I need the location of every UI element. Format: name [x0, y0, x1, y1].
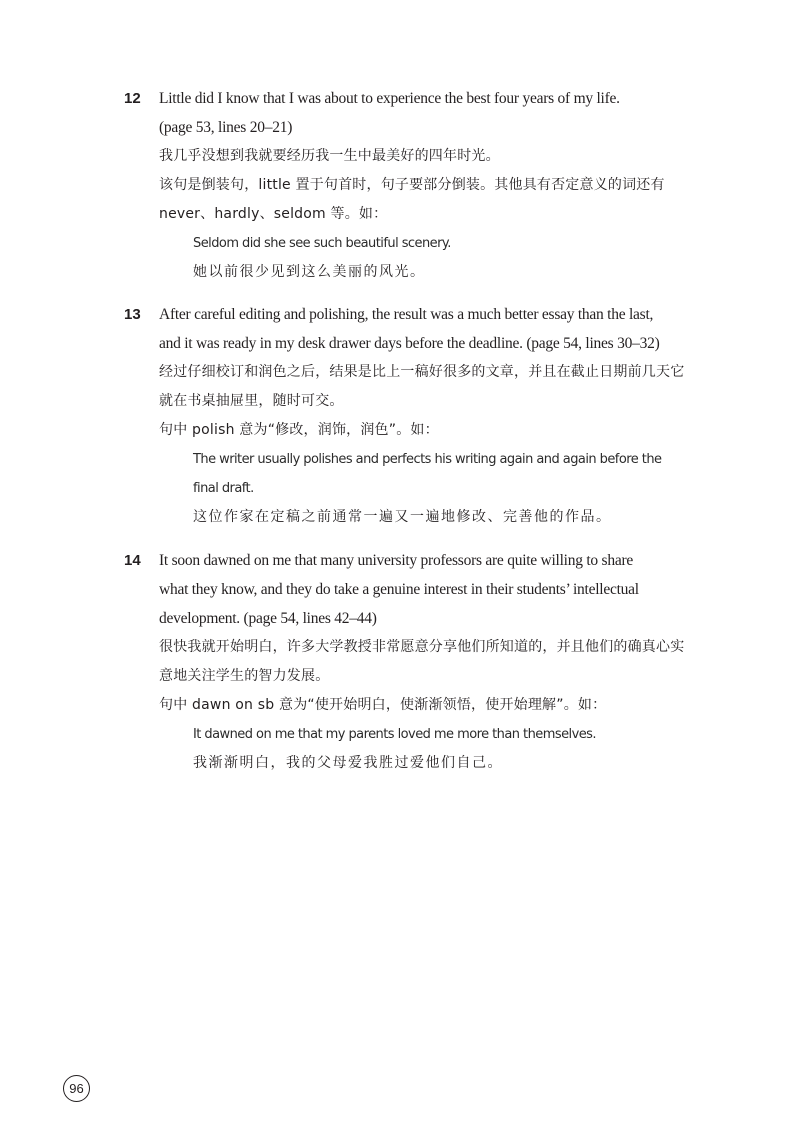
page-number: 96 [63, 1075, 90, 1102]
example-sentence: Seldom did she see such beautiful scenery. [193, 236, 451, 251]
example-translation: 我渐渐明白，我的父母爱我胜过爱他们自己。 [193, 755, 503, 771]
explanation-line: 句中 polish 意为“修改，润饰，润色”。如： [159, 422, 439, 438]
translation-line: 经过仔细校订和润色之后，结果是比上一稿好很多的文章，并且在截止日期前几天它 [159, 364, 685, 380]
translation-line: 意地关注学生的智力发展。 [159, 668, 330, 684]
quote-line: and it was ready in my desk drawer days before the deadline. (page 54, lines 30–32) [159, 335, 660, 352]
example-translation: 这位作家在定稿之前通常一遍又一遍地修改、完善他的作品。 [193, 509, 612, 525]
note-12 [124, 84, 704, 287]
translation-line: 就在书桌抽屉里，随时可交。 [159, 393, 344, 409]
translation-line: 我几乎没想到我就要经历我一生中最美好的四年时光。 [159, 148, 500, 164]
quote-line: It soon dawned on me that many university professors are quite willing to share [159, 552, 633, 569]
note-number: 14 [124, 552, 141, 569]
example-sentence: The writer usually polishes and perfects his writing again and again before the [193, 452, 662, 467]
quote-line: what they know, and they do take a genuine interest in their students’ intellectual [159, 581, 639, 598]
note-number: 13 [124, 306, 141, 323]
explanation-line: 句中 dawn on sb 意为“使开始明白，使渐渐领悟，使开始理解”。如： [159, 697, 607, 713]
translation-line: 很快我就开始明白，许多大学教授非常愿意分享他们所知道的，并且他们的确真心实 [159, 639, 685, 655]
quote-line: Little did I know that I was about to experience the best four years of my life. [159, 90, 620, 107]
note-14 [124, 546, 704, 778]
explanation-line: 该句是倒装句，little 置于句首时，句子要部分倒装。其他具有否定意义的词还有 [159, 177, 665, 193]
note-number: 12 [124, 90, 141, 107]
explanation-line: never、hardly、seldom 等。如： [159, 206, 388, 222]
quote-line: After careful editing and polishing, the result was a much better essay than the last, [159, 306, 654, 323]
page-reference: (page 53, lines 20–21) [159, 119, 293, 136]
example-translation: 她以前很少见到这么美丽的风光。 [193, 264, 426, 280]
page-reference: development. (page 54, lines 42–44) [159, 610, 377, 627]
example-sentence: final draft. [193, 481, 254, 496]
note-13 [124, 300, 704, 532]
example-sentence: It dawned on me that my parents loved me more than themselves. [193, 727, 596, 742]
